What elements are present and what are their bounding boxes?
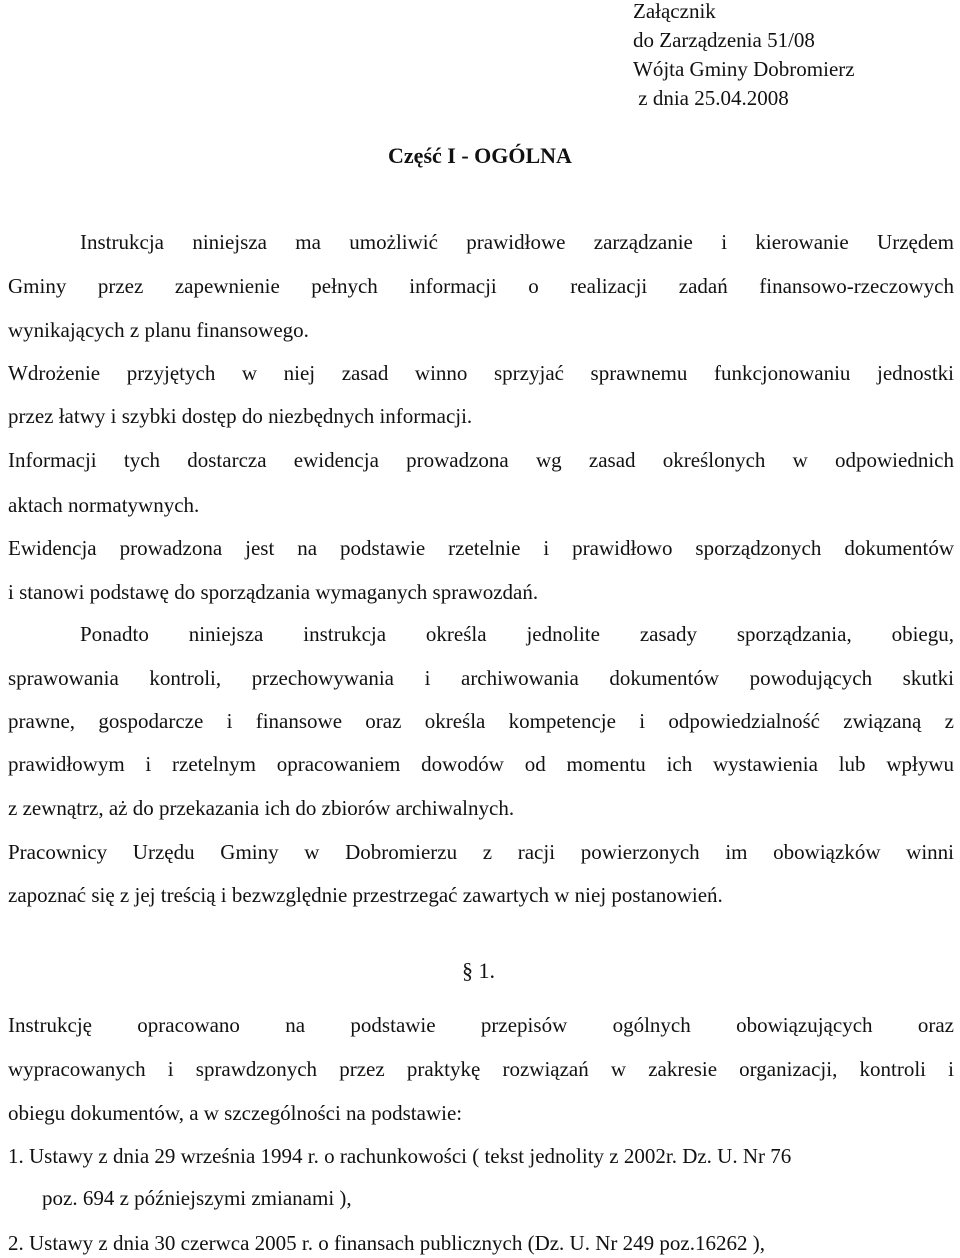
text-line: aktach normatywnych. — [8, 493, 200, 517]
list-item: 1. Ustawy z dnia 29 września 1994 r. o rachunkowości ( tekst jednolity z 2002r. Dz. U. Nr 76 — [8, 1144, 792, 1168]
text-line: Pracownicy Urzędu Gminy w Dobromierzu z racji powierzonych im obowiązków winni — [8, 840, 954, 864]
text-line: Informacji tych dostarcza ewidencja prowadzona wg zasad określonych w odpowiednich — [8, 448, 954, 472]
section-heading: § 1. — [462, 958, 495, 983]
text-line: z zewnątrz, aż do przekazania ich do zbiorów archiwalnych. — [8, 796, 515, 820]
text-line: wypracowanych i sprawdzonych przez praktykę rozwiązań w zakresie organizacji, kontroli i — [8, 1057, 954, 1081]
text-line: prawne, gospodarcze i finansowe oraz określa kompetencje i odpowiedzialność związaną z — [8, 709, 954, 733]
text-line: i stanowi podstawę do sporządzania wymaganych sprawozdań. — [8, 580, 539, 604]
text-line: sprawowania kontroli, przechowywania i archiwowania dokumentów powodujących skutki — [8, 666, 954, 690]
text-line: Wdrożenie przyjętych w niej zasad winno sprzyjać sprawnemu funkcjonowaniu jednostki — [8, 361, 954, 385]
header-date: z dnia 25.04.2008 — [633, 86, 789, 110]
text-line: Instrukcja niniejsza ma umożliwić prawidłowe zarządzanie i kierowanie Urzędem — [80, 230, 954, 254]
text-line: Instrukcję opracowano na podstawie przepisów ogólnych obowiązujących oraz — [8, 1013, 954, 1037]
text-line: Ponadto niniejsza instrukcja określa jednolite zasady sporządzania, obiegu, — [80, 622, 954, 646]
header-attachment-label: Załącznik — [633, 0, 716, 23]
text-line: obiegu dokumentów, a w szczególności na podstawie: — [8, 1101, 463, 1125]
text-line: wynikających z planu finansowego. — [8, 318, 309, 342]
text-line: Gminy przez zapewnienie pełnych informacji o realizacji zadań finansowo-rzeczowych — [8, 274, 954, 298]
text-line: przez łatwy i szybki dostęp do niezbędnych informacji. — [8, 404, 473, 428]
text-line: Ewidencja prowadzona jest na podstawie rzetelnie i prawidłowo sporządzonych dokumentów — [8, 536, 954, 560]
list-item: 2. Ustawy z dnia 30 czerwca 2005 r. o finansach publicznych (Dz. U. Nr 249 poz.16262 ), — [8, 1231, 765, 1255]
text-line: zapoznać się z jej treścią i bezwzględnie przestrzegać zawartych w niej postanowień. — [8, 883, 723, 907]
list-item-continuation: poz. 694 z późniejszymi zmianami ), — [42, 1186, 352, 1210]
page-title: Część I - OGÓLNA — [388, 143, 572, 168]
text-line: prawidłowym i rzetelnym opracowaniem dowodów od momentu ich wystawienia lub wpływu — [8, 752, 954, 776]
header-issuer: Wójta Gminy Dobromierz — [633, 57, 855, 81]
header-ordinance-number: do Zarządzenia 51/08 — [633, 28, 815, 52]
